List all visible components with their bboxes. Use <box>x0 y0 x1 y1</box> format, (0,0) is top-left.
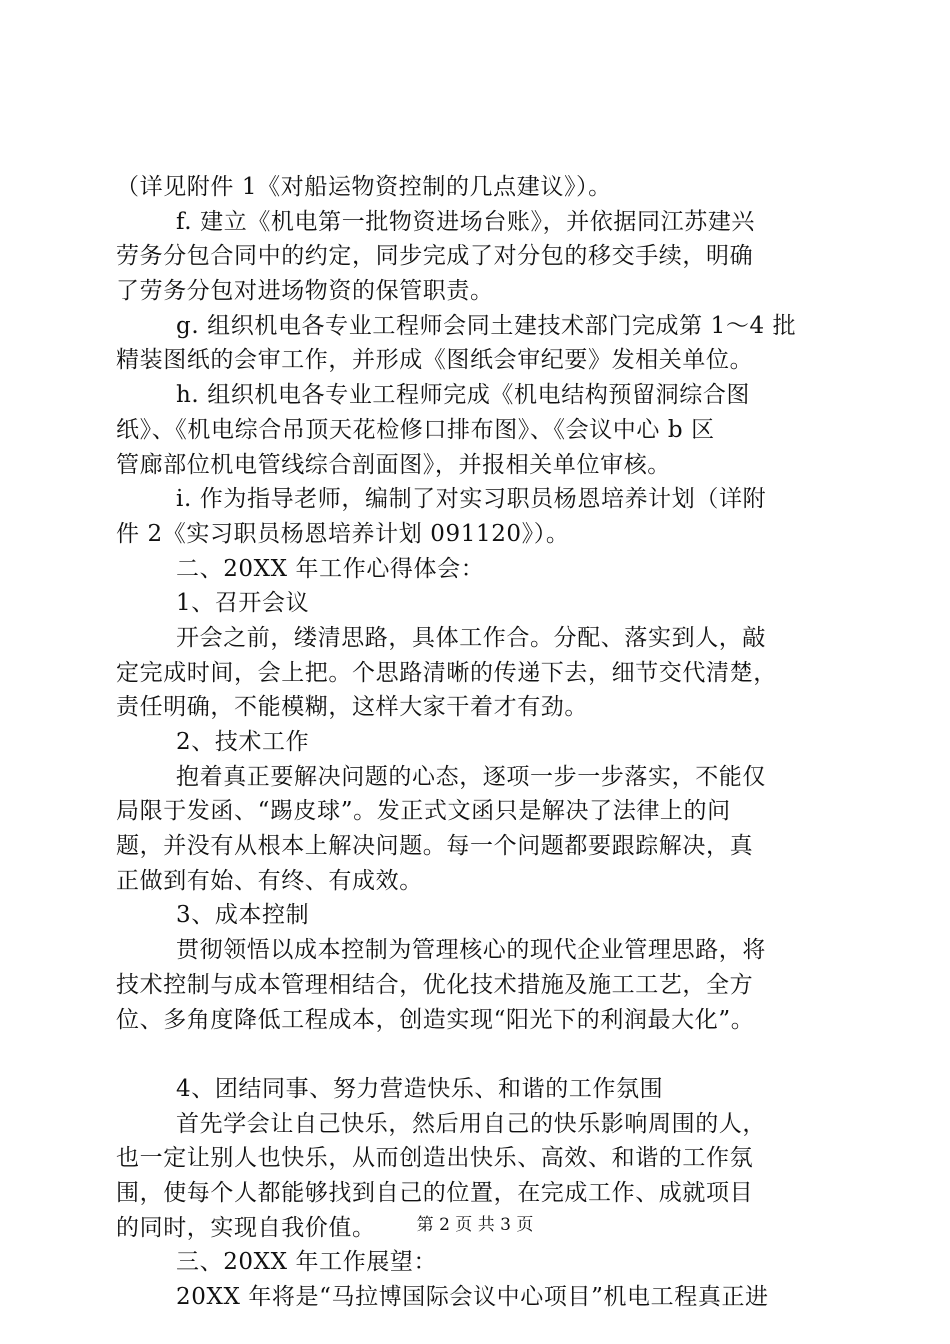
text-line: 2、技术工作 <box>176 729 310 755</box>
text-line: 三、20XX 年工作展望： <box>176 1249 438 1276</box>
text-line: 纸》、《机电综合吊顶天花检修口排布图》、《会议中心 b 区 <box>116 416 715 443</box>
text-line: 责任明确，不能模糊，这样大家干着才有劲。 <box>116 694 588 721</box>
text-line: 件 2《实习职员杨恩培养计划 091120》）。 <box>116 520 570 547</box>
text-line: 抱着真正要解决问题的心态，逐项一步一步落实，不能仅 <box>176 763 766 790</box>
text-line: 技术控制与成本管理相结合，优化技术措施及施工工艺，全方 <box>116 971 754 998</box>
text-line: 4、团结同事、努力营造快乐、和谐的工作氛围 <box>176 1075 664 1102</box>
text-line: 20XX 年将是“马拉博国际会议中心项目”机电工程真正进 <box>176 1284 769 1310</box>
text-line: 首先学会让自己快乐，然后用自己的快乐影响周围的人， <box>176 1110 766 1137</box>
text-line: 位、多角度降低工程成本，创造实现“阳光下的利润最大化”。 <box>116 1006 755 1033</box>
text-line: 的同时，实现自我价值。 <box>116 1214 376 1241</box>
text-line: 了劳务分包对进场物资的保管职责。 <box>116 278 494 305</box>
text-line: i. 作为指导老师，编制了对实习职员杨恩培养计划（详附 <box>176 486 767 513</box>
text-line: 精装图纸的会审工作，并形成《图纸会审纪要》发相关单位。 <box>116 347 754 374</box>
document-body <box>116 170 838 1315</box>
page-footer: 第 2 页 共 3 页 <box>416 1215 534 1235</box>
text-line: g. 组织机电各专业工程师会同土建技术部门完成第 1～4 批 <box>176 312 797 339</box>
text-line: f. 建立《机电第一批物资进场台账》，并依据同江苏建兴 <box>176 208 756 235</box>
text-line: 3、成本控制 <box>176 902 310 929</box>
text-line: 也一定让别人也快乐，从而创造出快乐、高效、和谐的工作氛 <box>116 1145 754 1172</box>
text-line: 管廊部位机电管线综合剖面图》，并报相关单位审核。 <box>116 451 671 478</box>
text-line: 题，并没有从根本上解决问题。每一个问题都要跟踪解决，真 <box>116 833 754 860</box>
text-line: 围，使每个人都能够找到自己的位置，在完成工作、成就项目 <box>116 1179 754 1206</box>
text-line: 正做到有始、有终、有成效。 <box>116 867 423 894</box>
text-line: 开会之前，缕清思路，具体工作合。分配、落实到人，敲 <box>176 624 766 651</box>
text-line: 局限于发函、“踢皮球”。发正式文函只是解决了法律上的问 <box>116 798 731 825</box>
blank-line <box>116 1037 838 1072</box>
text-line: 二、20XX 年工作心得体会： <box>176 555 485 582</box>
text-line: 贯彻领悟以成本控制为管理核心的现代企业管理思路，将 <box>176 937 766 964</box>
text-line: h. 组织机电各专业工程师完成《机电结构预留洞综合图 <box>176 382 751 409</box>
text-line: 定完成时间，会上把。个思路清晰的传递下去，细节交代清楚， <box>116 659 777 686</box>
text-line: 1、召开会议 <box>176 590 310 617</box>
text-line: （详见附件 1《对船运物资控制的几点建议》）。 <box>116 174 612 200</box>
text-line: 劳务分包合同中的约定，同步完成了对分包的移交手续，明确 <box>116 243 754 270</box>
